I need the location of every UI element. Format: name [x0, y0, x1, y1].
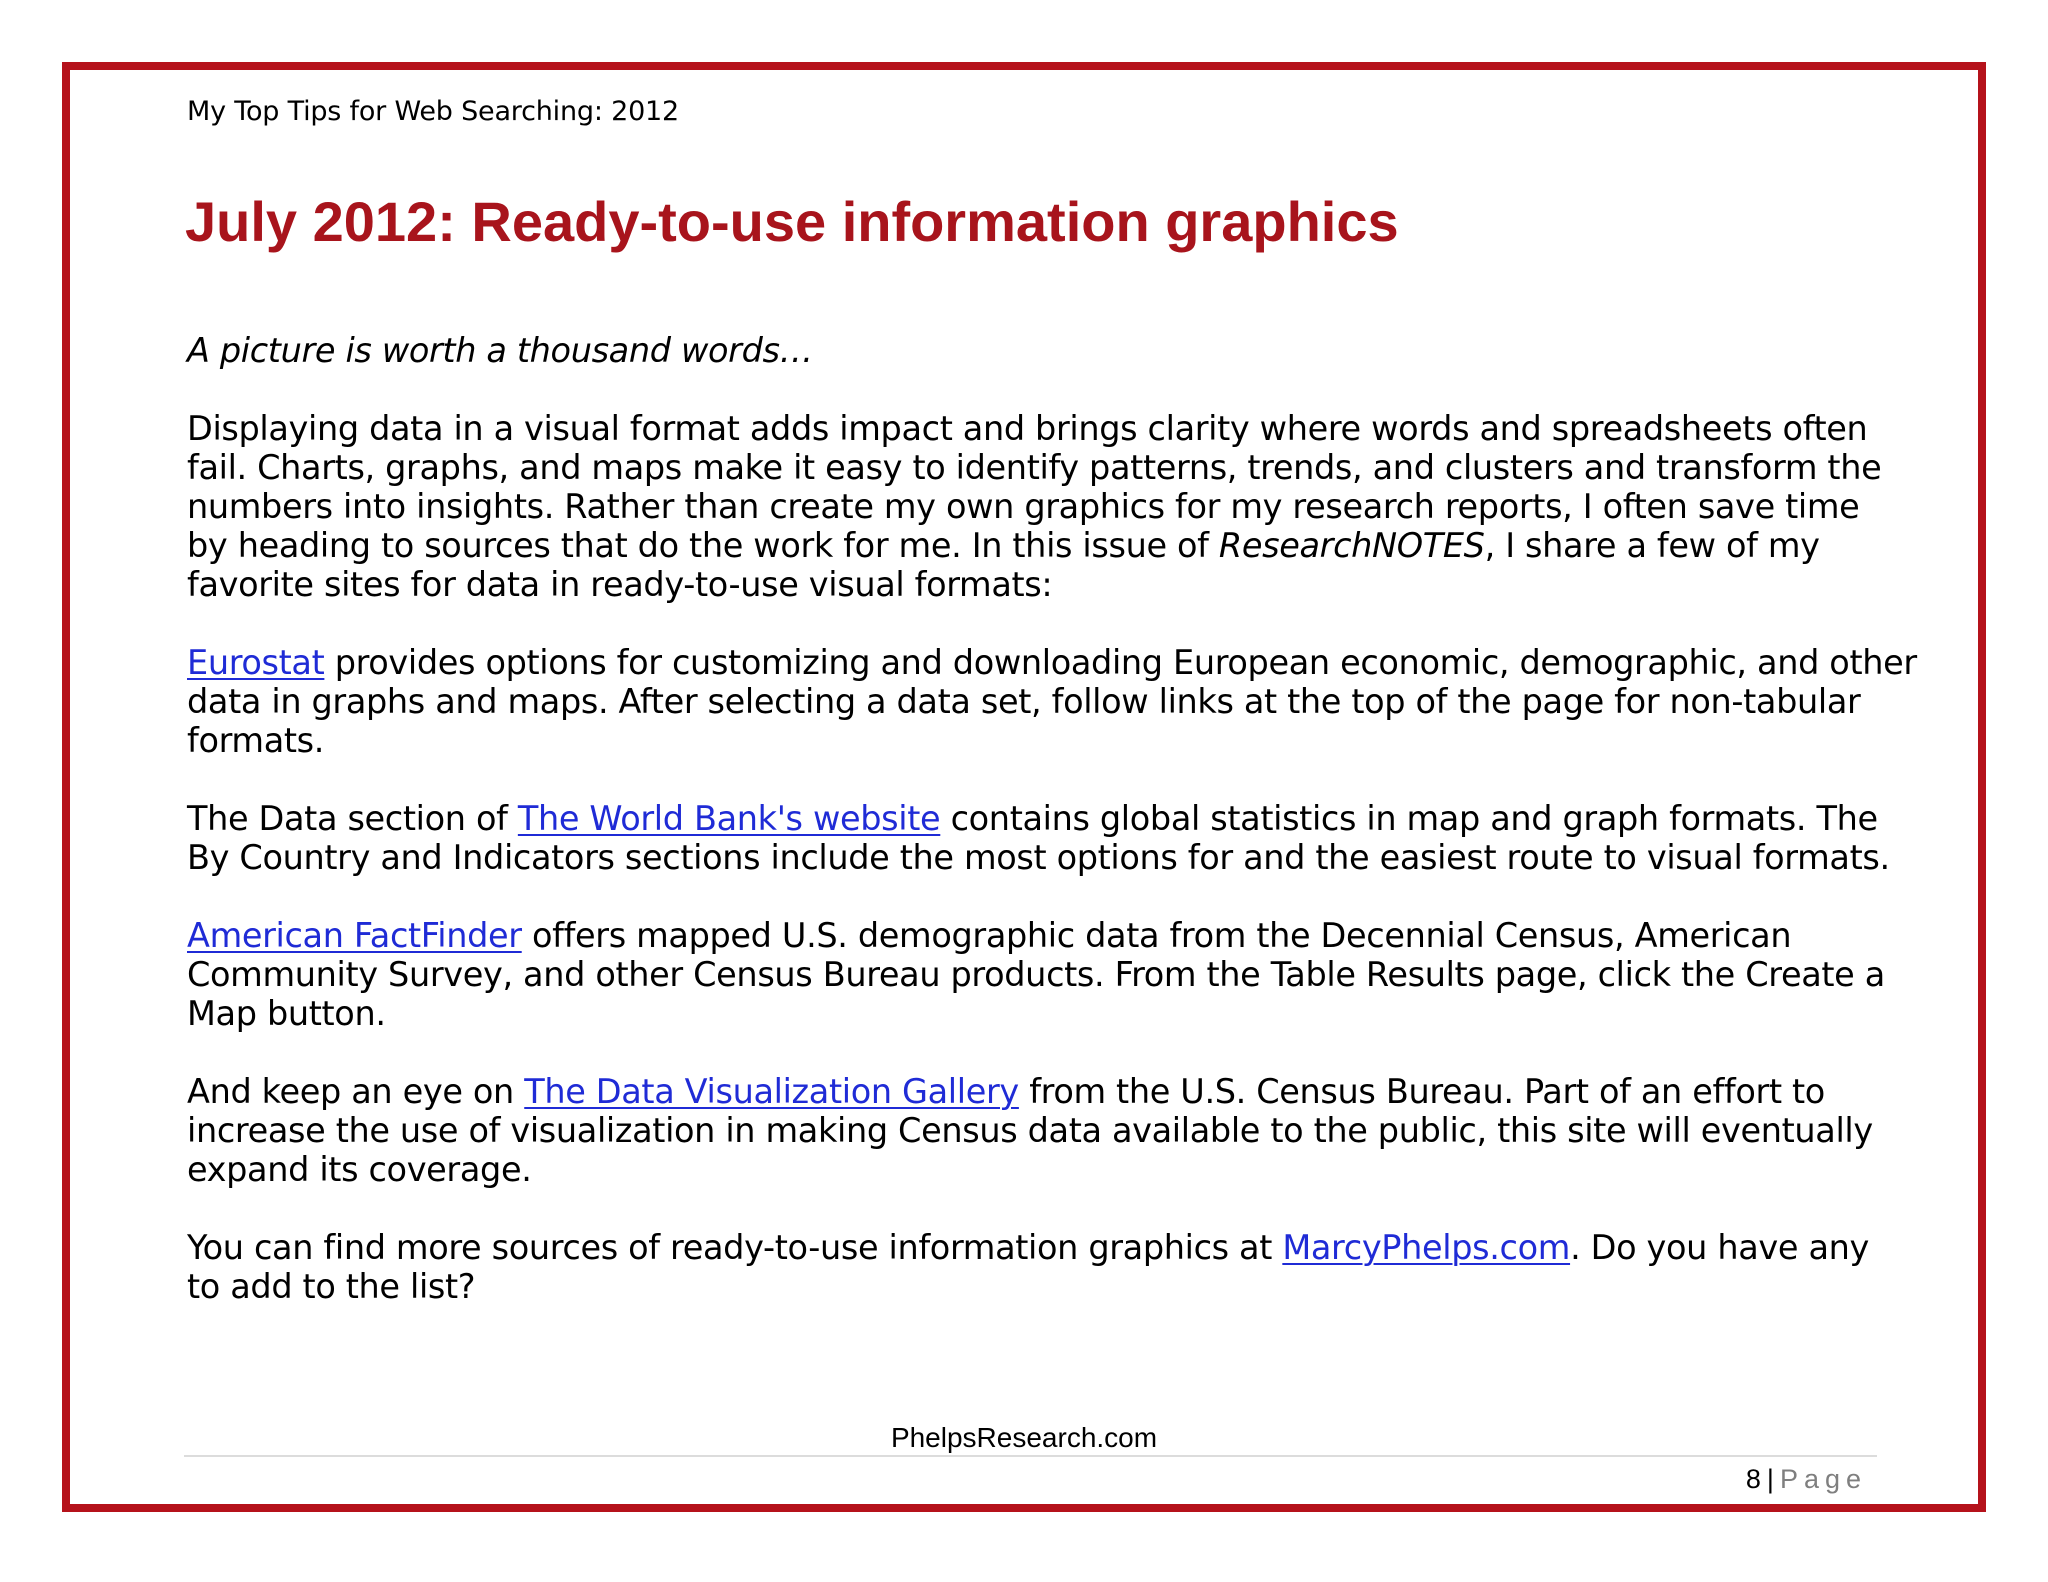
worldbank-paragraph — [187, 799, 1890, 877]
article-body — [187, 331, 1917, 1345]
footer-site-name: PhelpsResearch.com — [890, 1422, 1158, 1453]
text-line: favorite sites for data in ready-to-use visual formats: — [187, 565, 1053, 604]
text-line: And keep an eye on — [187, 1072, 525, 1111]
text-line: Displaying data in a visual format adds impact and brings clarity where words and spreadsheets often — [187, 409, 1868, 448]
footer-divider — [184, 1455, 1877, 1457]
text-line: offers mapped U.S. demographic data from the Decennial Census, American — [521, 916, 1792, 955]
intro-paragraph — [187, 409, 1882, 604]
text-line: from the U.S. Census Bureau. Part of an effort to — [1018, 1072, 1825, 1111]
factfinder-paragraph — [187, 916, 1885, 1033]
text-line: Map button. — [187, 994, 386, 1033]
text-line: Community Survey, and other Census Bureau products. From the Table Results page, click the Create a — [187, 955, 1885, 994]
american-factfinder-link[interactable]: American FactFinder — [187, 916, 522, 955]
text-line: contains global statistics in map and graph formats. The — [940, 799, 1878, 838]
text-line: formats. — [187, 721, 325, 760]
text-line: The Data section of — [187, 799, 518, 838]
data-visualization-gallery-link[interactable]: The Data Visualization Gallery — [524, 1072, 1019, 1111]
article-title: July 2012: Ready-to-use information graphics — [185, 190, 1399, 253]
text-line: expand its coverage. — [187, 1150, 532, 1189]
text-line: increase the use of visualization in making Census data available to the public, this site will eventually — [187, 1111, 1873, 1150]
text-line: provides options for customizing and downloading European economic, demographic, and other — [324, 643, 1917, 682]
text-line: You can find more sources of ready-to-use information graphics at — [187, 1228, 1283, 1267]
text-line: , I share a few of my — [1484, 526, 1820, 565]
text-line: data in graphs and maps. After selecting a data set, follow links at the top of the page for non-tabular — [187, 682, 1861, 721]
epigraph: A picture is worth a thousand words… — [187, 331, 813, 370]
publication-name: ResearchNOTES — [1218, 526, 1485, 565]
page-number-separator: | — [1766, 1464, 1774, 1494]
running-header: My Top Tips for Web Searching: 2012 — [187, 96, 680, 127]
eurostat-paragraph — [187, 643, 1917, 760]
text-line: . Do you have any — [1570, 1228, 1869, 1267]
eurostat-link[interactable]: Eurostat — [187, 643, 325, 682]
worldbank-link[interactable]: The World Bank's website — [517, 799, 941, 838]
marcyphelps-link[interactable]: MarcyPhelps.com — [1282, 1228, 1571, 1267]
text-line: fail. Charts, graphs, and maps make it easy to identify patterns, trends, and clusters and transform the — [187, 448, 1882, 487]
gallery-paragraph — [187, 1072, 1872, 1189]
closing-paragraph — [187, 1228, 1872, 1306]
text-line: to add to the list? — [187, 1267, 476, 1306]
text-line: By Country and Indicators sections include the most options for and the easiest route to visual formats. — [187, 838, 1890, 877]
page-label: Page — [1779, 1464, 1867, 1494]
page-number-value: 8 — [1745, 1464, 1761, 1494]
text-line: numbers into insights. Rather than create my own graphics for my research reports, I often save time — [187, 487, 1860, 526]
text-line: by heading to sources that do the work for me. In this issue of — [187, 526, 1219, 565]
page-number — [1746, 1462, 1867, 1496]
